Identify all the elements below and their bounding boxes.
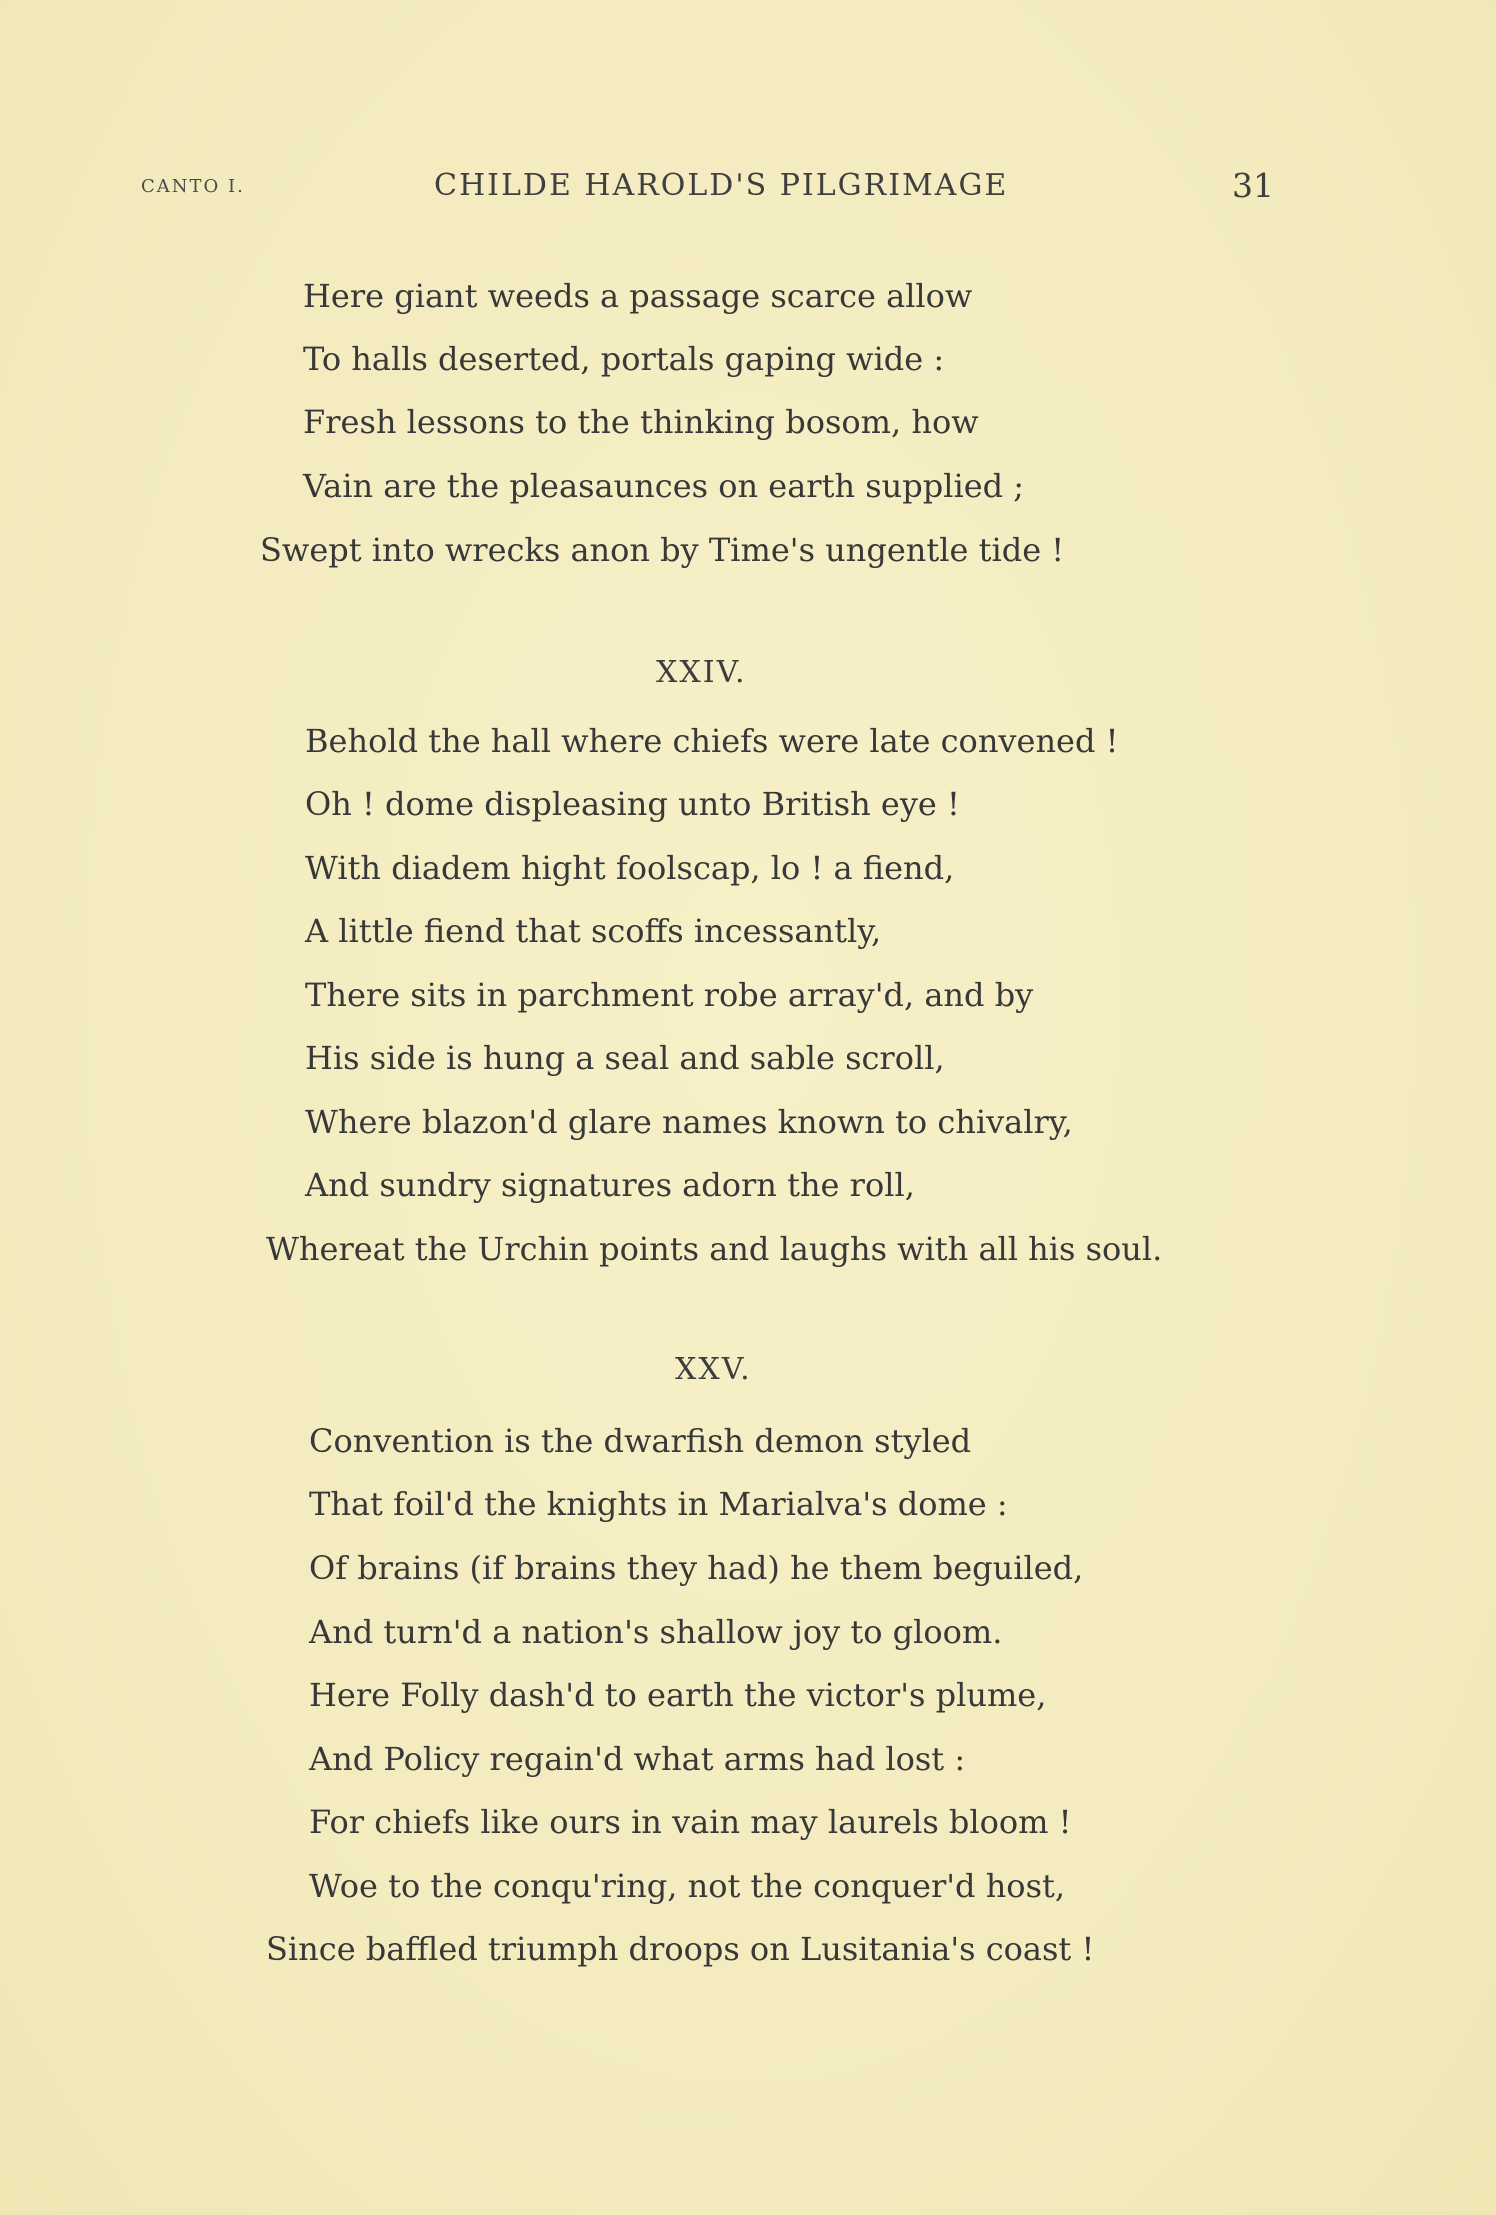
page-number: 31 xyxy=(1232,166,1274,205)
canto-label: CANTO I. xyxy=(141,176,245,197)
verse-line: Behold the hall where chiefs were late convened ! xyxy=(305,722,1119,760)
verse-line: His side is hung a seal and sable scroll, xyxy=(305,1039,945,1077)
verse-line: Here Folly dash'd to earth the victor's plume, xyxy=(309,1676,1047,1714)
verse-line: Woe to the conqu'ring, not the conquer'd host, xyxy=(309,1867,1066,1905)
stanza-numeral: XXIV. xyxy=(656,655,747,690)
verse-line: With diadem hight foolscap, lo ! a fiend, xyxy=(305,849,955,887)
stanza-numeral: XXV. xyxy=(675,1352,752,1387)
verse-line: Whereat the Urchin points and laughs with all his soul. xyxy=(266,1230,1163,1268)
verse-line: That foil'd the knights in Marialva's dome : xyxy=(309,1485,1008,1523)
verse-line: Swept into wrecks anon by Time's ungentle tide ! xyxy=(260,531,1065,569)
verse-line: To halls deserted, portals gaping wide : xyxy=(303,340,945,378)
verse-line: Oh ! dome displeasing unto British eye ! xyxy=(305,785,960,823)
verse-line: For chiefs like ours in vain may laurels bloom ! xyxy=(309,1803,1072,1841)
verse-line: Fresh lessons to the thinking bosom, how xyxy=(303,403,979,441)
book-title: CHILDE HAROLD'S PILGRIMAGE xyxy=(434,168,1009,203)
verse-line: And turn'd a nation's shallow joy to gloom. xyxy=(309,1613,1003,1651)
verse-line: A little fiend that scoffs incessantly, xyxy=(305,912,882,950)
verse-line: There sits in parchment robe array'd, and by xyxy=(305,976,1034,1014)
verse-line: Since baffled triumph droops on Lusitania's coast ! xyxy=(266,1930,1095,1968)
verse-line: And Policy regain'd what arms had lost : xyxy=(309,1740,966,1778)
verse-line: And sundry signatures adorn the roll, xyxy=(305,1166,915,1204)
verse-line: Vain are the pleasaunces on earth supplied ; xyxy=(303,467,1025,505)
verse-line: Of brains (if brains they had) he them beguiled, xyxy=(309,1549,1084,1587)
running-head xyxy=(0,168,1496,212)
verse-line: Here giant weeds a passage scarce allow xyxy=(303,277,973,315)
verse-line: Where blazon'd glare names known to chivalry, xyxy=(305,1103,1073,1141)
verse-line: Convention is the dwarfish demon styled xyxy=(309,1422,972,1460)
